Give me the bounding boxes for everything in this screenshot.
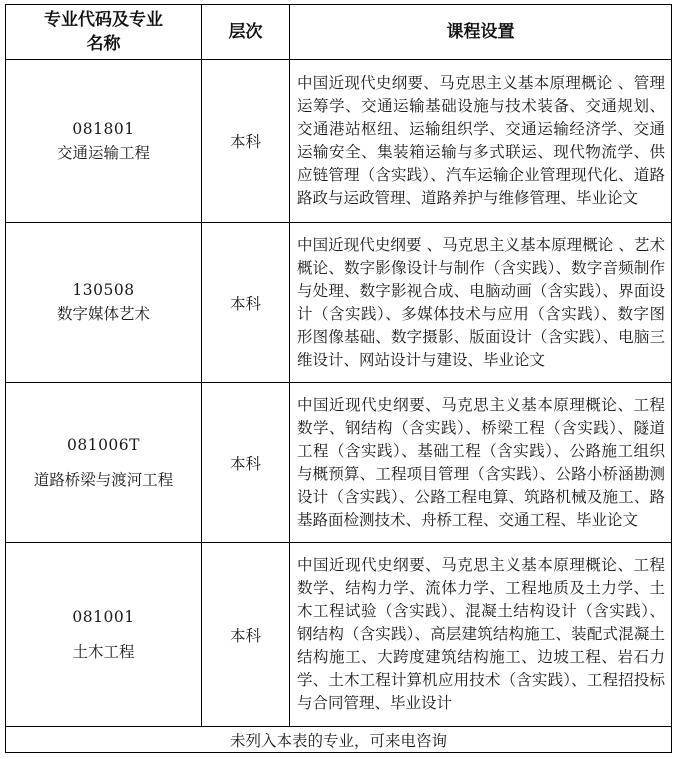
footer-row (6, 727, 672, 753)
column-header-major-line2: 名称 (86, 34, 121, 54)
major-name: 数字媒体艺术 (56, 305, 150, 323)
course-table (5, 4, 672, 753)
table-row (6, 223, 672, 383)
column-header-major-line1: 专业代码及专业 (44, 10, 163, 30)
major-code: 081006T (66, 435, 140, 454)
level-cell: 本科 (202, 60, 290, 223)
column-header-major (6, 5, 202, 60)
level-cell: 本科 (202, 383, 290, 543)
major-cell (6, 543, 202, 727)
courses-cell: 中国近现代史纲要、马克思主义基本原理概论、工程数学、结构力学、流体力学、工程地质及土力学、土木工程试验（含实践）、混凝土结构设计（含实践）、钢结构（含实践）、高层建筑结构施工、装配式混凝土结构施工、大跨度建筑结构施工、边坡工程、岩石力学、土木工程计算机应用技术（含实践）、工程招投标与合同管理、毕业设计 (290, 543, 672, 727)
table-row (6, 383, 672, 543)
major-name: 道路桥梁与渡河工程 (33, 470, 174, 489)
courses-cell: 中国近现代史纲要、马克思主义基本原理概论 、管理运筹学、交通运输基础设施与技术装备、交通规划、交通港站枢纽、运输组织学、交通运输经济学、交通运输安全、集装箱运输与多式联运、现代物流学、供应链管理（含实践）、汽车运输企业管理现代化、道路路政与运政管理、道路养护与维修管理、毕业论文 (290, 60, 672, 223)
level-cell: 本科 (202, 543, 290, 727)
major-code: 130508 (72, 281, 135, 299)
major-code: 081001 (72, 607, 135, 626)
header-row (6, 5, 672, 60)
level-cell: 本科 (202, 223, 290, 383)
major-cell (6, 60, 202, 223)
major-code: 081801 (72, 119, 135, 138)
table-row (6, 543, 672, 727)
major-name: 土木工程 (72, 642, 135, 661)
major-cell (6, 223, 202, 383)
column-header-level: 层次 (202, 5, 290, 60)
courses-cell: 中国近现代史纲要 、马克思主义基本原理概论 、艺术概论、数字影像设计与制作（含实践）、数字音频制作与处理、数字影视合成、电脑动画（含实践）、界面设计（含实践）、多媒体技术与应用（含实践）、数字图形图像基础、数字摄影、版面设计（含实践）、电脑三维设计、网站设计与建设、毕业论文 (290, 223, 672, 383)
column-header-courses: 课程设置 (290, 5, 672, 60)
major-cell (6, 383, 202, 543)
table-row (6, 60, 672, 223)
major-name: 交通运输工程 (56, 143, 150, 162)
footer-note: 未列入本表的专业，可来电咨询 (6, 727, 672, 753)
courses-cell: 中国近现代史纲要、马克思主义基本原理概论、工程数学、钢结构（含实践）、桥梁工程（含实践）、隧道工程（含实践）、基础工程（含实践）、公路施工组织与概预算、工程项目管理（含实践）、公路小桥涵勘测设计（含实践）、公路工程电算、筑路机械及施工、路基路面检测技术、舟桥工程、交通工程、毕业论文 (290, 383, 672, 543)
